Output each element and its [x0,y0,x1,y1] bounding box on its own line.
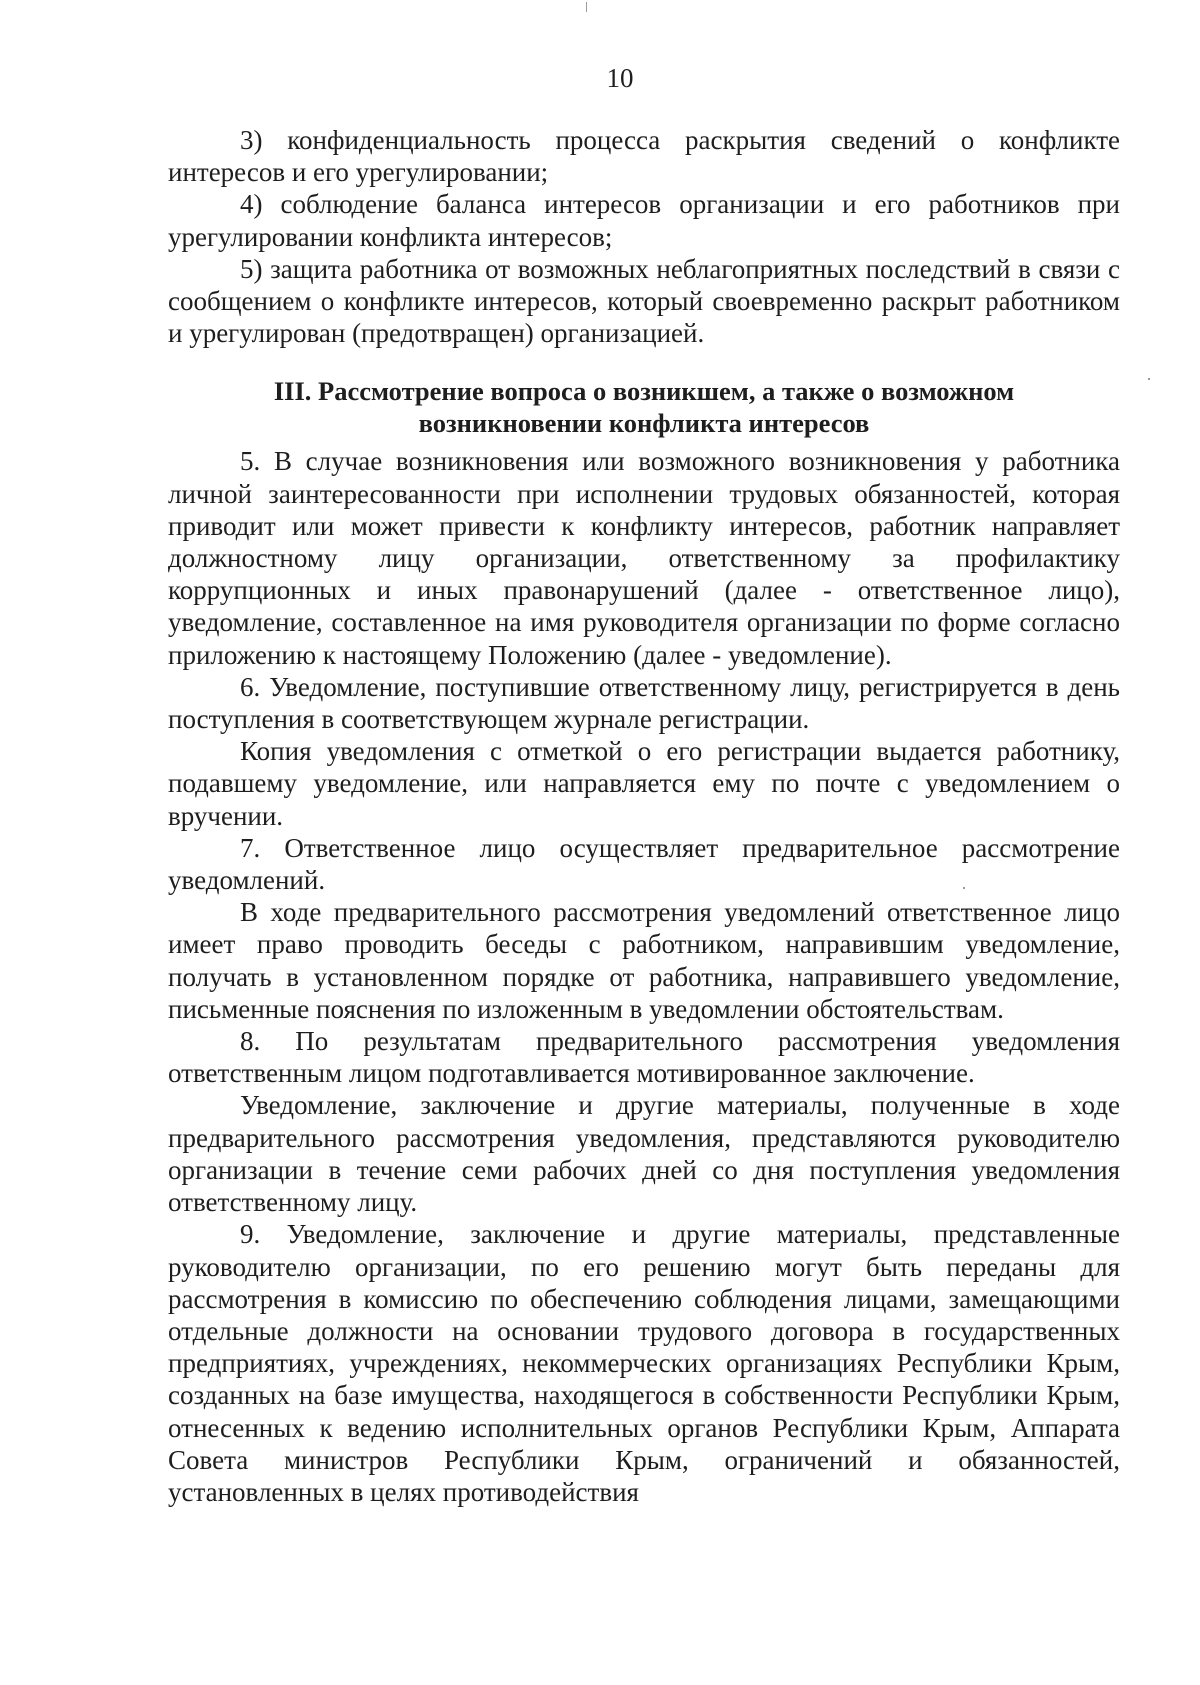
scan-artifact-top [586,2,587,12]
paragraph-clause-6: 6. Уведомление, поступившие ответственному лицу, регистрируется в день поступления в соответствующем журнале регистрации. [168,671,1120,735]
scan-artifact-right [1148,378,1150,380]
section-heading-line-1: III. Рассмотрение вопроса о возникшем, а также о возможном [273,376,1015,407]
paragraph-preliminary-review: В ходе предварительного рассмотрения уведомлений ответственное лицо имеет право проводить беседы с работником, направившим уведомление, получать в установленном порядке от работника, направившего уведомление, письменные пояснения по изложенным в уведомлении обстоятельствам. [168,897,1120,1024]
paragraph-clause-9: 9. Уведомление, заключение и другие материалы, представленные руководителю организации, по его решению могут быть переданы для рассмотрения в комиссию по обеспечению соблюдения лицами, замещающими отдельные должности на основании трудового договора в государственных предприятиях, учреждениях, некоммерческих организациях Республики Крым, созданных на базе имущества, находящегося в собственности Республики Крым, отнесенных к ведению исполнительных органов Республики Крым, Аппарата Совета министров Республики Крым, ограничений и обязанностей, установленных в целях противодействия [168,1219,1120,1507]
section-heading [168,375,1120,439]
paragraph-item-5: 5) защита работника от возможных неблагоприятных последствий в связи с сообщением о конфликте интересов, который своевременно раскрыт работником и урегулирован (предотвращен) организацией. [168,253,1120,349]
paragraph-clause-7: 7. Ответственное лицо осуществляет предварительное рассмотрение уведомлений. [168,832,1120,896]
paragraph-copy-notice: Копия уведомления с отметкой о его регистрации выдается работнику, подавшему уведомление, или направляется ему по почте с уведомлением о вручении. [168,736,1120,831]
paragraph-item-3: 3) конфиденциальность процесса раскрытия сведений о конфликте интересов и его урегулировании; [168,125,1120,188]
paragraph-clause-5: 5. В случае возникновения или возможного возникновения у работника личной заинтересованности при исполнении трудовых обязанностей, которая приводит или может привести к конфликту интересов, работник направляет должностному лицу организации, ответственному за профилактику коррупционных и иных правонарушений (далее - ответственное лицо), уведомление, составленное на имя руководителя организации по форме согласно приложению к настоящему Положению (далее - уведомление). [168,446,1120,670]
paragraph-materials: Уведомление, заключение и другие материалы, полученные в ходе предварительного рассмотрения уведомления, представляются руководителю организации в течение семи рабочих дней со дня поступления уведомления ответственному лицу. [168,1090,1120,1218]
section-heading-line-2: возникновении конфликта интересов [418,408,870,439]
paragraph-item-4: 4) соблюдение баланса интересов организации и его работников при урегулировании конфликта интересов; [168,189,1120,252]
page-number: 10 [606,63,634,93]
document-body [168,124,1120,1508]
paragraph-clause-8: 8. По результатам предварительного рассмотрения уведомления ответственным лицом подготавливается мотивированное заключение. [168,1026,1120,1089]
